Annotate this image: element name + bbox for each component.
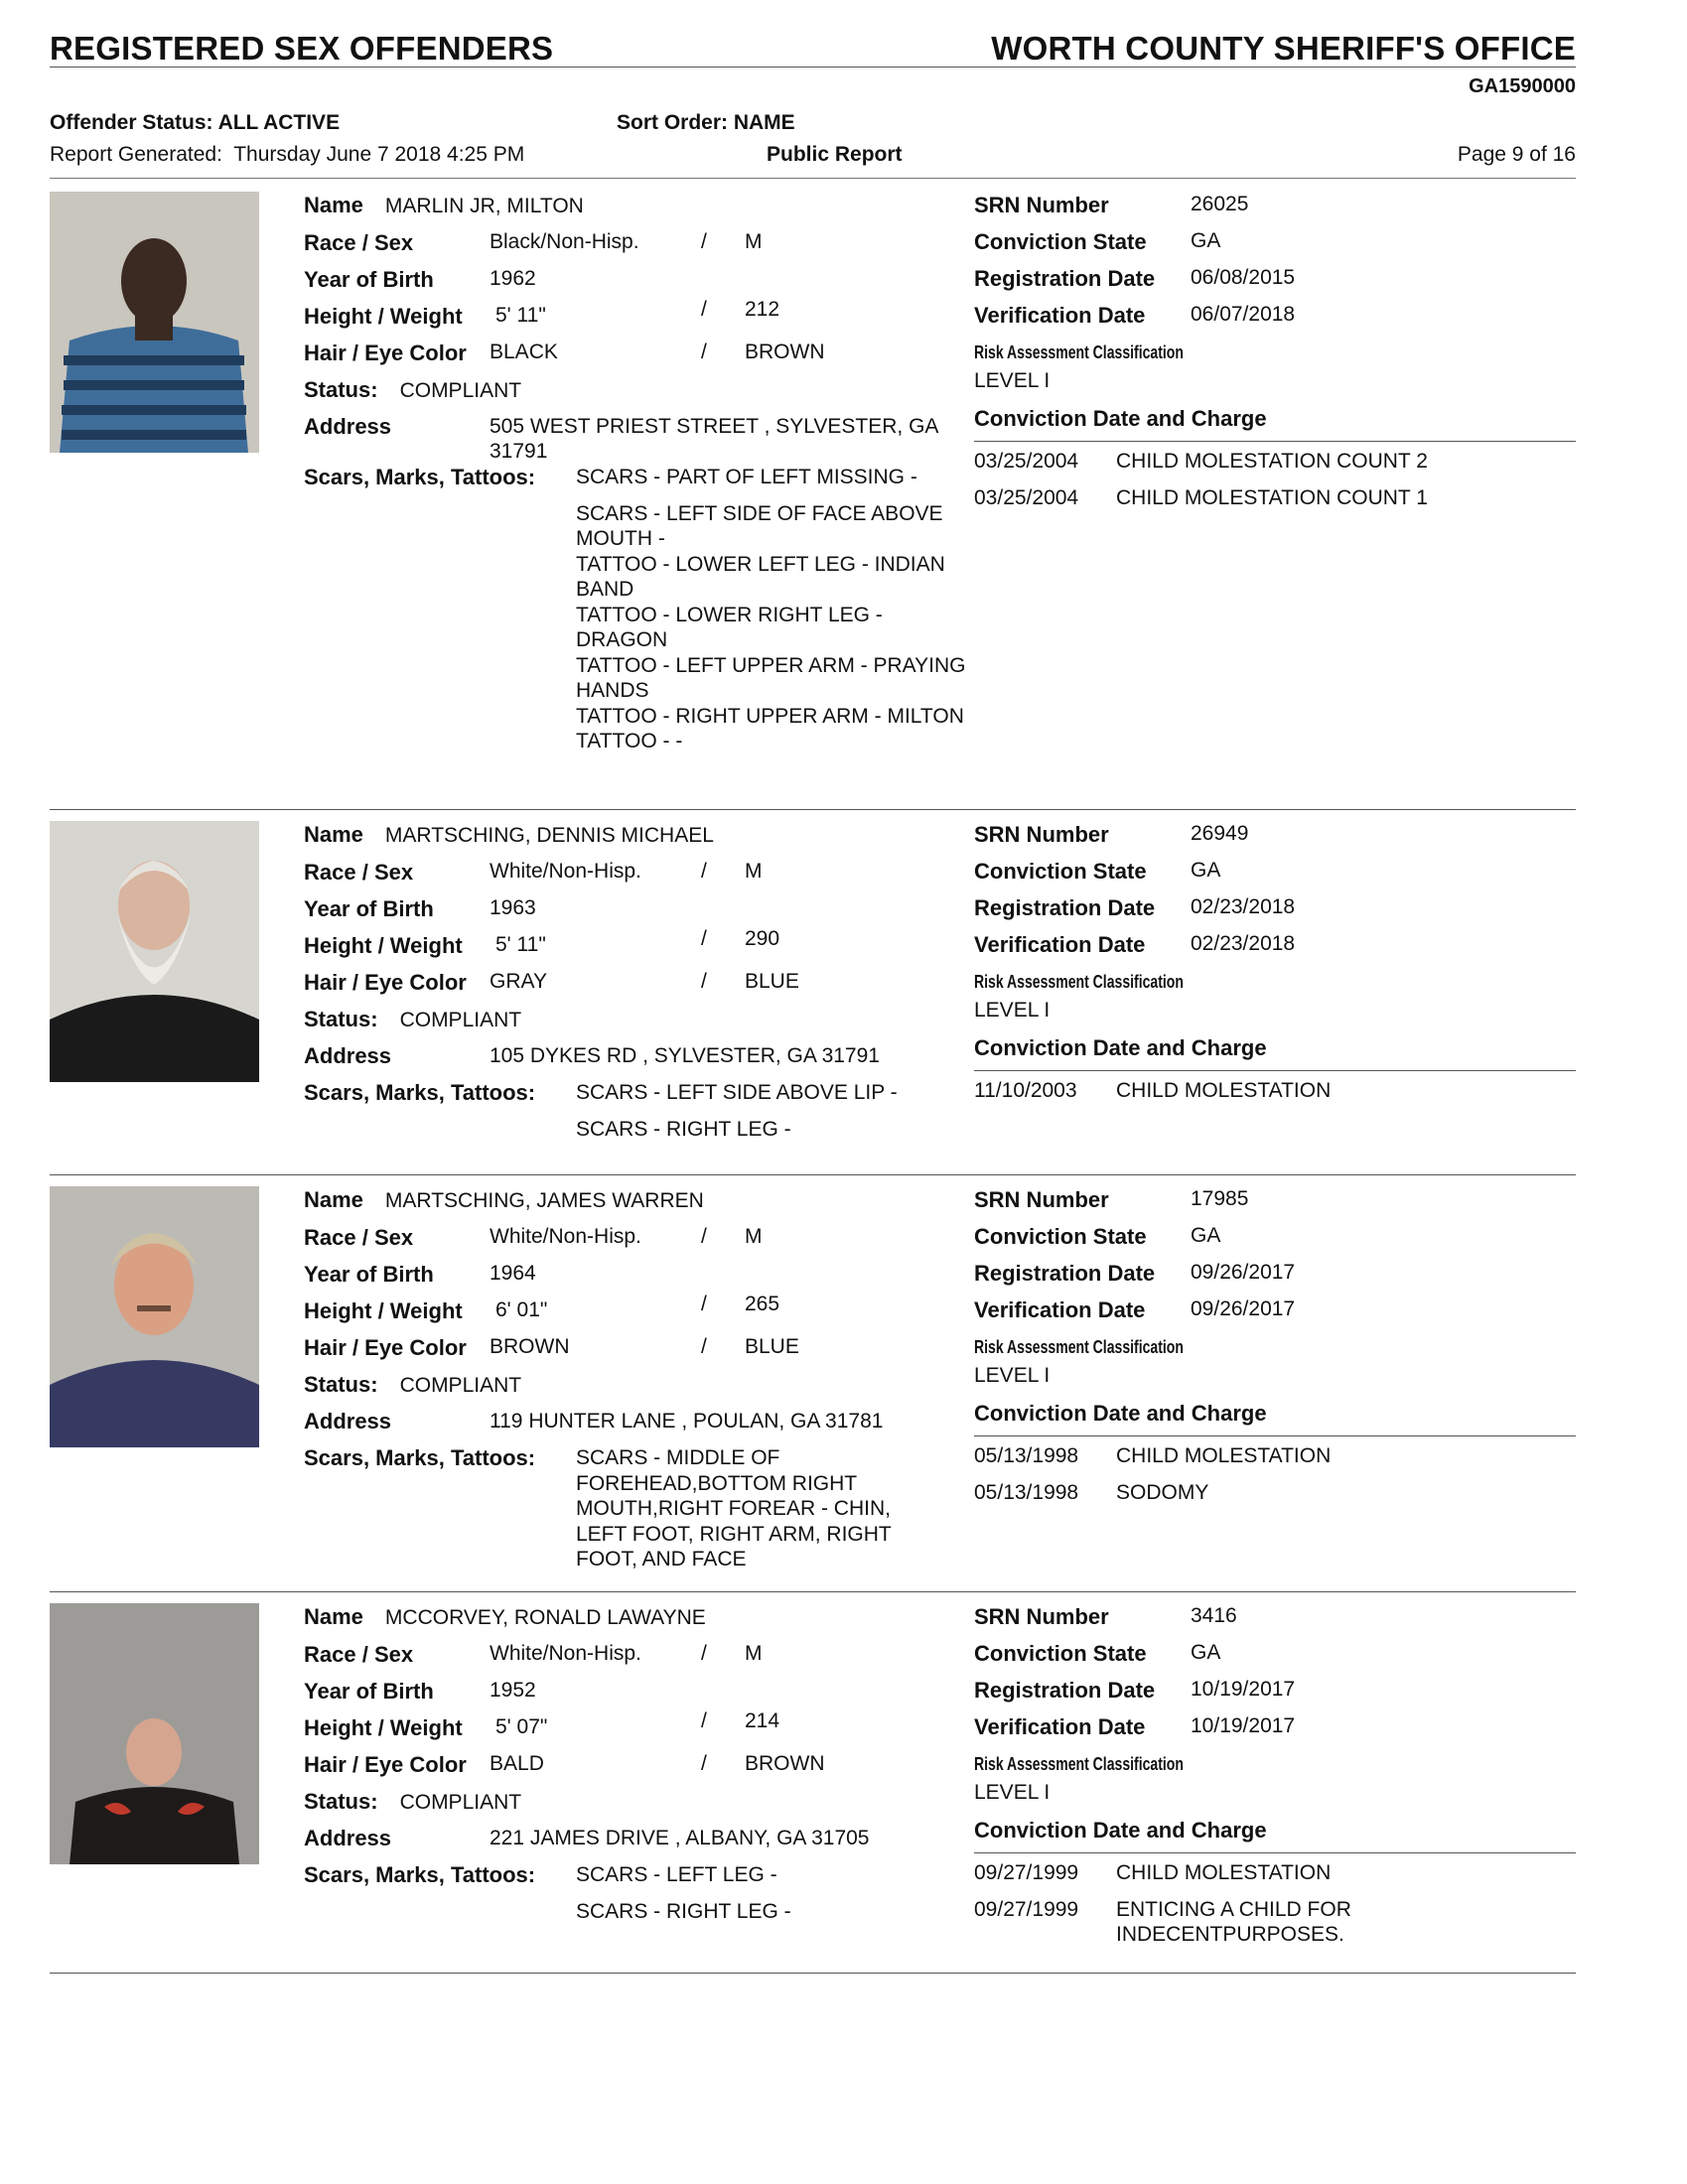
hair-value: BLACK [490,341,558,363]
registration-date-label: Registration Date [974,895,1156,920]
conviction-date: 05/13/1998 [974,1444,1079,1467]
conviction-charge: ENTICING A CHILD FOR INDECENTPURPOSES. [1116,1898,1351,1946]
name-label: Name MARLIN JR, MILTON [304,193,584,217]
registration-date-value: 06/08/2015 [1191,266,1296,289]
conviction-date: 03/25/2004 [974,450,1079,473]
conviction-date: 09/27/1999 [974,1861,1079,1884]
race-sex-label: Race / Sex [304,1642,414,1667]
yob-value: 1962 [490,267,536,290]
conviction-date: 09/27/1999 [974,1898,1079,1921]
smt-item: SCARS - RIGHT LEG - [576,1899,791,1923]
smt-item: SCARS - RIGHT LEG - [576,1117,791,1141]
hair-eye-label: Hair / Eye Color [304,1335,467,1360]
name-label: Name MARTSCHING, JAMES WARREN [304,1187,704,1212]
status-label: Status: COMPLIANT [304,1372,522,1397]
offender-photo [50,192,259,453]
offender-name: MCCORVEY, RONALD LAWAYNE [384,1606,706,1629]
address-label: Address [304,414,392,439]
conviction-state-label: Conviction State [974,859,1147,884]
eye-value: BROWN [745,341,825,363]
report-generated-label: Report Generated: [50,143,222,166]
offender-record [50,181,1576,810]
eye-value: BROWN [745,1752,825,1775]
conviction-charge: CHILD MOLESTATION COUNT 2 [1116,450,1428,473]
conviction-row [974,449,1576,474]
hair-eye-label: Hair / Eye Color [304,970,467,995]
conviction-charge: CHILD MOLESTATION COUNT 1 [1116,486,1428,509]
weight-value: 214 [745,1709,780,1732]
risk-value: LEVEL I [974,999,1051,1022]
registration-date-value: 09/26/2017 [1191,1261,1296,1284]
sex-value: M [745,1225,763,1248]
address-value: 119 HUNTER LANE , POULAN, GA 31781 [490,1410,884,1433]
conviction-row [974,1078,1576,1103]
weight-value: 290 [745,927,780,950]
eye-value: BLUE [745,1335,799,1358]
address-label: Address [304,1043,392,1068]
photo-image [50,1603,259,1864]
separator: / [701,1335,707,1358]
header-divider [50,67,1576,68]
conviction-charge: SODOMY [1116,1481,1209,1504]
offender-record [50,1592,1576,1974]
height-weight-label: Height / Weight [304,1298,463,1323]
separator: / [701,1642,707,1665]
sex-value: M [745,230,763,253]
smt-item: SCARS - LEFT LEG - [576,1863,777,1886]
offender-name: MARTSCHING, JAMES WARREN [384,1189,704,1212]
separator: / [701,1752,707,1775]
smt-list [576,465,973,754]
conviction-divider [974,1852,1576,1853]
height-value: 5' 11" [495,933,546,956]
srn-label: SRN Number [974,1604,1109,1629]
report-generated [50,143,524,167]
height-value: 6' 01" [495,1298,548,1321]
registration-date-label: Registration Date [974,1261,1156,1286]
race-value: White/Non-Hisp. [490,1225,641,1248]
race-sex-label: Race / Sex [304,230,414,255]
height-weight-label: Height / Weight [304,933,463,958]
conviction-charge-label: Conviction Date and Charge [974,1035,1267,1060]
conviction-date: 11/10/2003 [974,1079,1077,1102]
risk-label: Risk Assessment Classification [974,1337,1184,1357]
verification-date-value: 02/23/2018 [1191,932,1296,955]
meta-divider [50,178,1576,179]
srn-value: 3416 [1191,1604,1237,1627]
risk-value: LEVEL I [974,1781,1051,1804]
separator: / [701,1293,707,1315]
smt-label: Scars, Marks, Tattoos: [304,1080,536,1105]
srn-label: SRN Number [974,193,1109,217]
srn-label: SRN Number [974,822,1109,847]
conviction-state-label: Conviction State [974,1224,1147,1249]
verification-date-label: Verification Date [974,303,1146,328]
race-sex-label: Race / Sex [304,1225,414,1250]
agency-code: GA1590000 [1469,75,1576,97]
conviction-charge-label: Conviction Date and Charge [974,1401,1267,1426]
separator: / [701,341,707,363]
yob-value: 1963 [490,896,536,919]
smt-list [576,1445,933,1572]
conviction-state-label: Conviction State [974,1641,1147,1666]
risk-label: Risk Assessment Classification [974,342,1184,362]
address-value: 221 JAMES DRIVE , ALBANY, GA 31705 [490,1827,870,1849]
hair-eye-label: Hair / Eye Color [304,341,467,365]
srn-value: 26025 [1191,193,1249,215]
smt-item: SCARS - MIDDLE OF FOREHEAD,BOTTOM RIGHT MOUTH,RIGHT FOREAR - CHIN, LEFT FOOT, RIGHT ARM, RIGHT FOOT, AND FACE [576,1446,892,1570]
conviction-state-value: GA [1191,1224,1221,1247]
address-label: Address [304,1826,392,1850]
risk-label: Risk Assessment Classification [974,972,1184,992]
verification-date-label: Verification Date [974,1297,1146,1322]
smt-label: Scars, Marks, Tattoos: [304,1862,536,1887]
conviction-row [974,1897,1576,1947]
photo-image [50,1186,259,1447]
status-value: COMPLIANT [399,1009,522,1031]
conviction-charge-label: Conviction Date and Charge [974,1818,1267,1843]
yob-label: Year of Birth [304,1262,434,1287]
status-label: Status: COMPLIANT [304,377,522,402]
yob-value: 1952 [490,1679,536,1702]
smt-list [576,1080,973,1153]
conviction-charge: CHILD MOLESTATION [1116,1444,1332,1467]
smt-item: SCARS - LEFT SIDE ABOVE LIP - [576,1081,898,1104]
yob-value: 1964 [490,1262,536,1285]
height-weight-label: Height / Weight [304,1715,463,1740]
yob-label: Year of Birth [304,1679,434,1704]
smt-item: TATTOO - LOWER RIGHT LEG - DRAGON [576,603,883,651]
address-value: 105 DYKES RD , SYLVESTER, GA 31791 [490,1044,880,1067]
registration-date-value: 10/19/2017 [1191,1678,1296,1701]
weight-value: 212 [745,298,780,321]
verification-date-value: 09/26/2017 [1191,1297,1296,1320]
height-weight-label: Height / Weight [304,304,463,329]
race-value: White/Non-Hisp. [490,860,641,883]
page-indicator: Page 9 of 16 [1457,143,1576,166]
smt-label: Scars, Marks, Tattoos: [304,465,536,489]
conviction-list [974,1078,1576,1115]
risk-label: Risk Assessment Classification [974,1754,1184,1774]
photo-image [50,821,259,1082]
separator: / [701,1225,707,1248]
conviction-state-value: GA [1191,229,1221,252]
status-value: COMPLIANT [399,379,522,402]
report-type: Public Report [767,143,903,166]
sort-order: Sort Order: NAME [617,111,795,134]
smt-item: TATTOO - - [576,730,683,752]
offender-record [50,1175,1576,1592]
registration-date-label: Registration Date [974,1678,1156,1703]
smt-label: Scars, Marks, Tattoos: [304,1445,536,1470]
smt-item: TATTOO - LEFT UPPER ARM - PRAYING HANDS [576,653,966,702]
hair-value: BROWN [490,1335,570,1358]
srn-label: SRN Number [974,1187,1109,1212]
status-label: Status: COMPLIANT [304,1007,522,1031]
offender-photo [50,821,259,1082]
height-value: 5' 11" [495,304,546,327]
status-value: COMPLIANT [399,1791,522,1814]
status-value: COMPLIANT [399,1374,522,1397]
sex-value: M [745,1642,763,1665]
verification-date-value: 10/19/2017 [1191,1714,1296,1737]
separator: / [701,298,707,321]
name-label: Name MARTSCHING, DENNIS MICHAEL [304,822,714,847]
separator: / [701,1709,707,1732]
conviction-charge: CHILD MOLESTATION [1116,1079,1332,1102]
photo-image [50,192,259,453]
height-value: 5' 07" [495,1715,548,1738]
race-sex-label: Race / Sex [304,860,414,885]
srn-value: 17985 [1191,1187,1249,1210]
separator: / [701,230,707,253]
smt-item: SCARS - LEFT SIDE OF FACE ABOVE MOUTH - [576,501,943,550]
smt-item: TATTOO - RIGHT UPPER ARM - MILTON [576,704,964,728]
verification-date-label: Verification Date [974,1714,1146,1739]
offender-name: MARLIN JR, MILTON [384,195,584,217]
agency-name: WORTH COUNTY SHERIFF'S OFFICE [991,30,1576,67]
separator: / [701,970,707,993]
conviction-charge: CHILD MOLESTATION [1116,1861,1332,1884]
conviction-row [974,1443,1576,1468]
offender-name: MARTSCHING, DENNIS MICHAEL [384,824,714,847]
race-value: Black/Non-Hisp. [490,230,639,253]
race-value: White/Non-Hisp. [490,1642,641,1665]
conviction-state-value: GA [1191,859,1221,882]
eye-value: BLUE [745,970,799,993]
conviction-divider [974,441,1576,442]
address-label: Address [304,1409,392,1433]
conviction-state-label: Conviction State [974,229,1147,254]
offender-photo [50,1186,259,1447]
conviction-list [974,1443,1576,1517]
conviction-divider [974,1070,1576,1071]
srn-value: 26949 [1191,822,1249,845]
conviction-state-value: GA [1191,1641,1221,1664]
verification-date-value: 06/07/2018 [1191,303,1296,326]
conviction-row [974,1860,1576,1885]
hair-value: BALD [490,1752,544,1775]
status-label: Status: COMPLIANT [304,1789,522,1814]
conviction-date: 05/13/1998 [974,1481,1079,1504]
registration-date-value: 02/23/2018 [1191,895,1296,918]
yob-label: Year of Birth [304,267,434,292]
address-value: 505 WEST PRIEST STREET , SYLVESTER, GA 31791 [490,415,938,463]
offender-status-filter: Offender Status: ALL ACTIVE [50,111,341,134]
risk-value: LEVEL I [974,1364,1051,1387]
verification-date-label: Verification Date [974,932,1146,957]
report-generated-value: Thursday June 7 2018 4:25 PM [233,143,525,166]
smt-list [576,1862,973,1935]
conviction-row [974,1480,1576,1505]
conviction-charge-label: Conviction Date and Charge [974,406,1267,431]
smt-item: TATTOO - LOWER LEFT LEG - INDIAN BAND [576,552,945,601]
hair-eye-label: Hair / Eye Color [304,1752,467,1777]
hair-value: GRAY [490,970,547,993]
risk-value: LEVEL I [974,369,1051,392]
yob-label: Year of Birth [304,896,434,921]
separator: / [701,860,707,883]
conviction-list [974,1860,1576,1959]
registration-date-label: Registration Date [974,266,1156,291]
offender-record [50,810,1576,1175]
report-title: REGISTERED SEX OFFENDERS [50,30,554,67]
separator: / [701,927,707,950]
offender-photo [50,1603,259,1864]
conviction-date: 03/25/2004 [974,486,1079,509]
smt-item: SCARS - PART OF LEFT MISSING - [576,466,917,488]
conviction-row [974,485,1576,510]
weight-value: 265 [745,1293,780,1315]
sex-value: M [745,860,763,883]
conviction-divider [974,1435,1576,1436]
name-label: Name MCCORVEY, RONALD LAWAYNE [304,1604,706,1629]
conviction-list [974,449,1576,522]
